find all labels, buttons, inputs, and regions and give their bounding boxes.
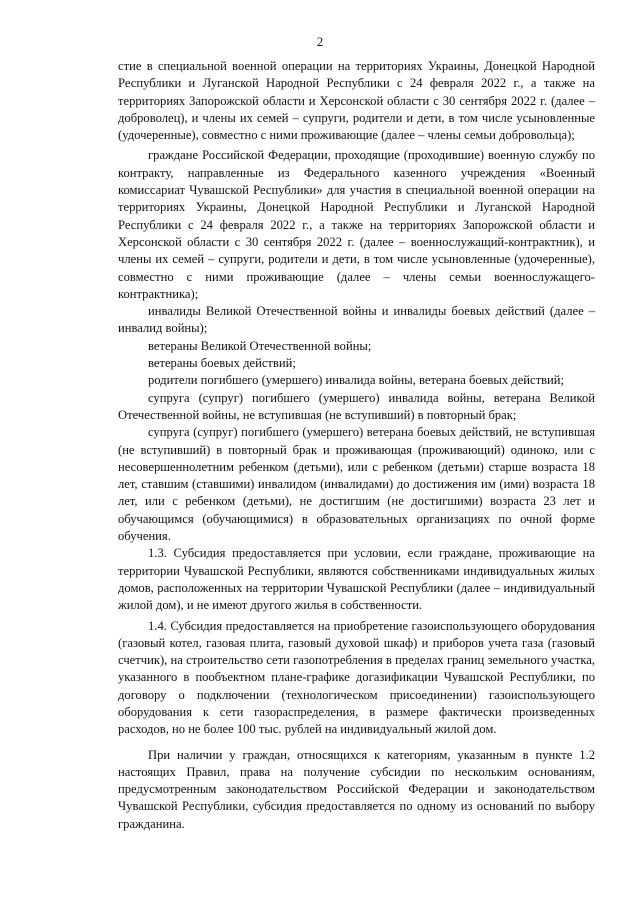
paragraph-clause-1-4: 1.4. Субсидия предоставляется на приобретение газоиспользующего оборудования (газовый котел, газовая плита, газовый духовой шкаф) и приборов учета газа (газовый счетчик), на строительство сети газопотребления в пределах границ земельного участка, указанного в пообъектном плане-графике догазификации Чувашской Республики, по договору о подключении (технологическом присоединении) газоиспользующего оборудования к сети газораспределения, в размере фактически произведенных расходов, но не более 100 тыс. рублей на индивидуальный жилой дом. (118, 618, 595, 737)
paragraph-war-invalids: инвалиды Великой Отечественной войны и инвалиды боевых действий (далее – инвалид войны); (118, 304, 595, 336)
page-number: 2 (316, 34, 324, 49)
paragraph-spouse-war-invalid: супруга (супруг) погибшего (умершего) инвалида войны, ветерана Великой Отечественной войны, не вступившая (не вступивший) в повторный брак; (118, 390, 595, 422)
paragraph-contract-servicemen: граждане Российской Федерации, проходящие (проходившие) военную службу по контракту, направленные из Федерального казенного учреждения «Военный комиссариат Чувашской Республики» для участия в специальной военной операции на территориях Украины, Донецкой Народной Республики и Луганской Народной Республики с 24 февраля 2022 г., а также на территориях Запорожской области и Херсонской области с 30 сентября 2022 г. (далее – военнослужащий-контрактник), и члены их семей – супруги, родители и дети, в том числе усыновленные (удочеренные), совместно с ними проживающие (далее – члены семьи военнослужащего-контрактника); (118, 148, 595, 301)
paragraph-volunteer-continuation: стие в специальной военной операции на территориях Украины, Донецкой Народной Республики и Луганской Народной Республики с 24 февраля 2022 г., а также на территориях Запорожской области и Херсонской области с 30 сентября 2022 г. (далее – доброволец), и члены их семей – супруги, родители и дети, в том числе усыновленные (удочеренные), совместно с ними проживающие (далее – члены семьи добровольца); (118, 59, 595, 143)
paragraph-parents-deceased: родители погибшего (умершего) инвалида войны, ветерана боевых действий; (148, 373, 565, 388)
document-body (118, 58, 595, 833)
paragraph-multiple-grounds: При наличии у граждан, относящихся к категориям, указанным в пункте 1.2 настоящих Правил, права на получение субсидии по нескольким основаниям, предусмотренным законодательством Российской Федерации и законодательством Чувашской Республики, субсидия предоставляется по одному из оснований по выбору гражданина. (118, 747, 595, 831)
paragraph-spouse-combat-veteran: супруга (супруг) погибшего (умершего) ветерана боевых действий, не вступившая (не вступивший) в повторный брак и проживающая (проживающий) одиноко, или с несовершеннолетним ребенком (детьми), или с ребенком (детьми) старше возраста 18 лет, ставшим (ставшими) инвалидом (инвалидами) до достижения им (ими) возраста 18 лет, или с ребенком (детьми), не достигшим (не достигшими) возраста 23 лет и обучающимся (обучающимися) в образовательных организациях по очной форме обучения. (118, 425, 595, 544)
paragraph-wwii-veterans: ветераны Великой Отечественной войны; (148, 338, 372, 353)
paragraph-combat-veterans: ветераны боевых действий; (148, 356, 296, 371)
paragraph-clause-1-3: 1.3. Субсидия предоставляется при условии, если граждане, проживающие на территории Чувашской Республики, являются собственниками индивидуальных жилых домов, расположенных на территории Чувашской Республики (далее – индивидуальный жилой дом), и не имеют другого жилья в собственности. (118, 546, 595, 613)
